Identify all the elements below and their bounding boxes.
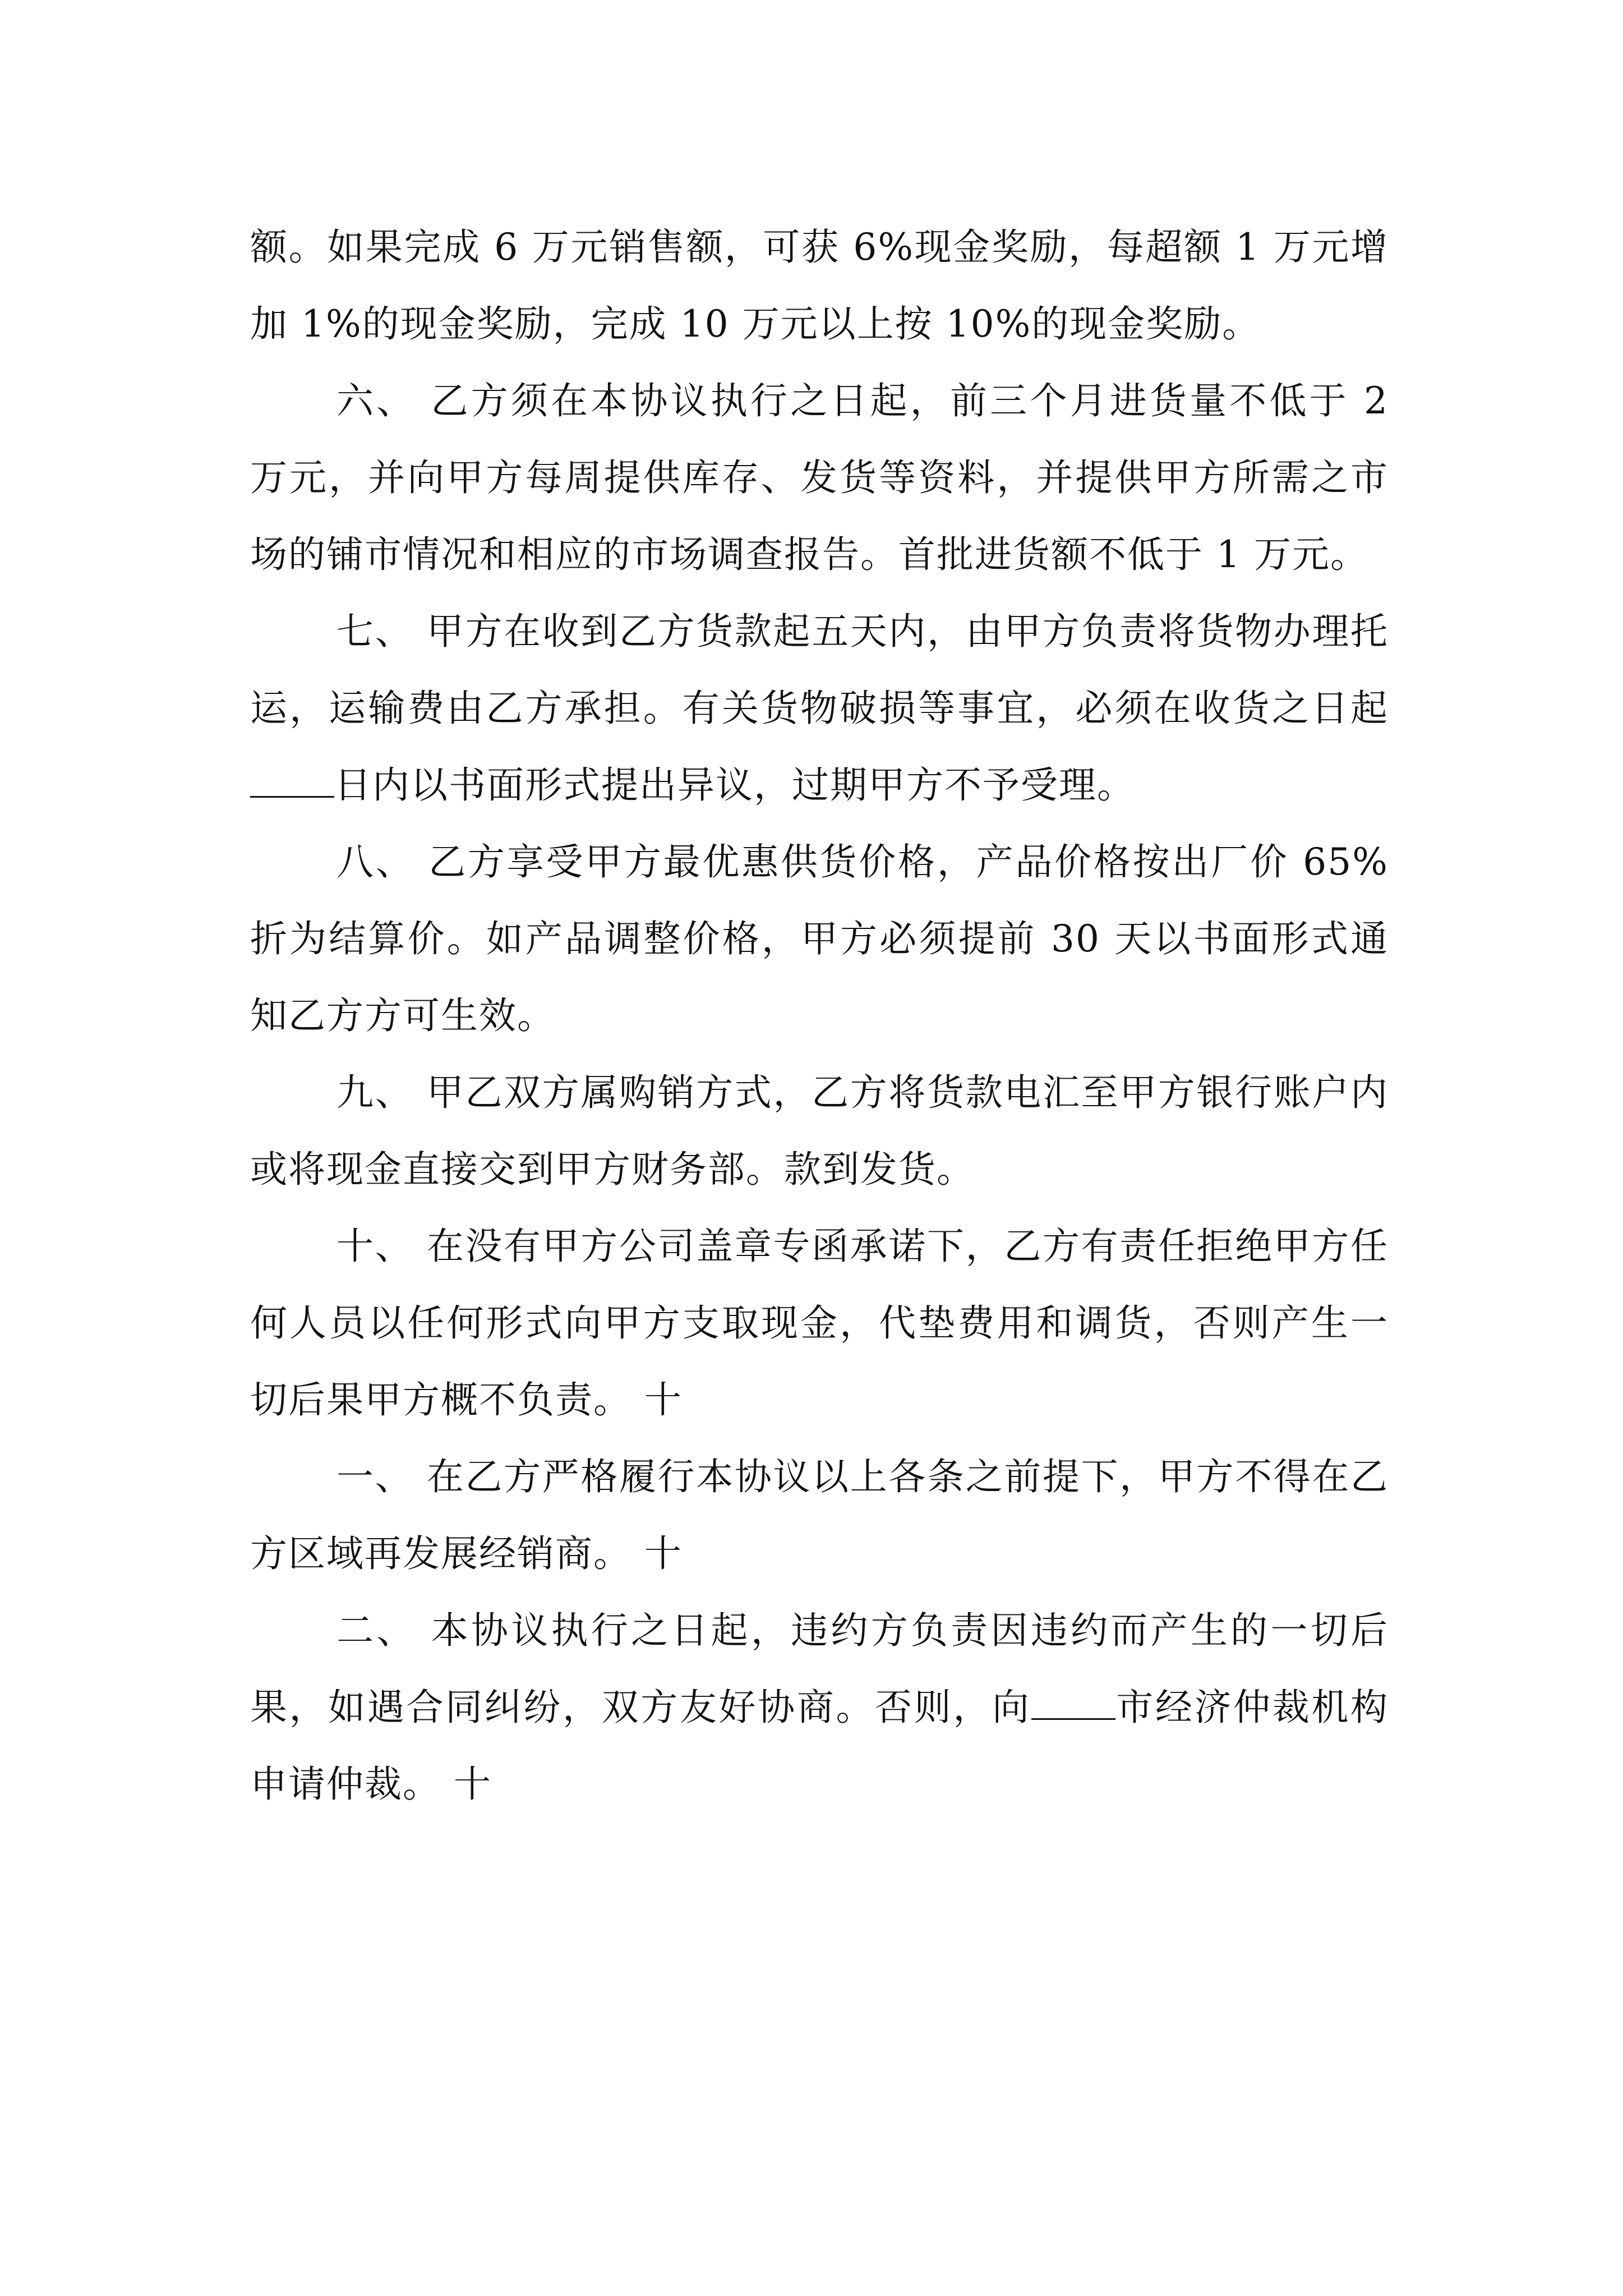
paragraph-clause-12	[250, 1592, 1389, 1823]
fill-in-blank-days	[250, 763, 334, 798]
paragraph-clause-10	[250, 1208, 1389, 1438]
paragraph-text: 额。如果完成 6 万元销售额，可获 6%现金奖励，每超额 1 万元增加 1%的现金奖励，完成 10 万元以上按 10%的现金奖励。	[250, 226, 1389, 346]
paragraph-text: 六、 乙方须在本协议执行之日起，前三个月进货量不低于 2 万元，并向甲方每周提供库存、发货等资料，并提供甲方所需之市场的铺市情况和相应的市场调查报告。首批进货额不低于 1 万元。	[250, 379, 1389, 576]
paragraph-text: 八、 乙方享受甲方最优惠供货价格，产品价格按出厂价 65%折为结算价。如产品调整价格，甲方必须提前 30 天以书面形式通知乙方方可生效。	[250, 840, 1389, 1037]
document-body	[250, 209, 1389, 1823]
paragraph-text-before-blank: 二、 本协议执行之日起，违约方负责因违约而产生的一切后果，如遇合同纠纷，双方友好协商。否则，向	[250, 1609, 1389, 1729]
paragraph-clause-7	[250, 593, 1389, 823]
paragraph-clause-9	[250, 1054, 1389, 1208]
paragraph-text: 十、 在没有甲方公司盖章专函承诺下，乙方有责任拒绝甲方任何人员以任何形式向甲方支取现金，代垫费用和调货，否则产生一切后果甲方概不负责。 十	[250, 1225, 1389, 1421]
paragraph-clause-6	[250, 362, 1389, 593]
paragraph-clause-8	[250, 823, 1389, 1054]
paragraph-text-after-blank: 市经济仲裁机构申请仲裁。 十	[250, 1686, 1389, 1806]
paragraph-text-after-blank: 日内以书面形式提出异议，过期甲方不予受理。	[334, 763, 1135, 807]
paragraph-clause-11	[250, 1438, 1389, 1592]
paragraph-text: 一、 在乙方严格履行本协议以上各条之前提下，甲方不得在乙方区域再发展经销商。 十	[250, 1455, 1389, 1575]
paragraph-reward-terms	[250, 209, 1389, 362]
fill-in-blank-city	[1031, 1685, 1115, 1720]
paragraph-text-before-blank: 七、 甲方在收到乙方货款起五天内，由甲方负责将货物办理托运，运输费由乙方承担。有关货物破损等事宜，必须在收货之日起	[250, 610, 1389, 730]
paragraph-text: 九、 甲乙双方属购销方式，乙方将货款电汇至甲方银行账户内或将现金直接交到甲方财务部。款到发货。	[250, 1071, 1389, 1191]
